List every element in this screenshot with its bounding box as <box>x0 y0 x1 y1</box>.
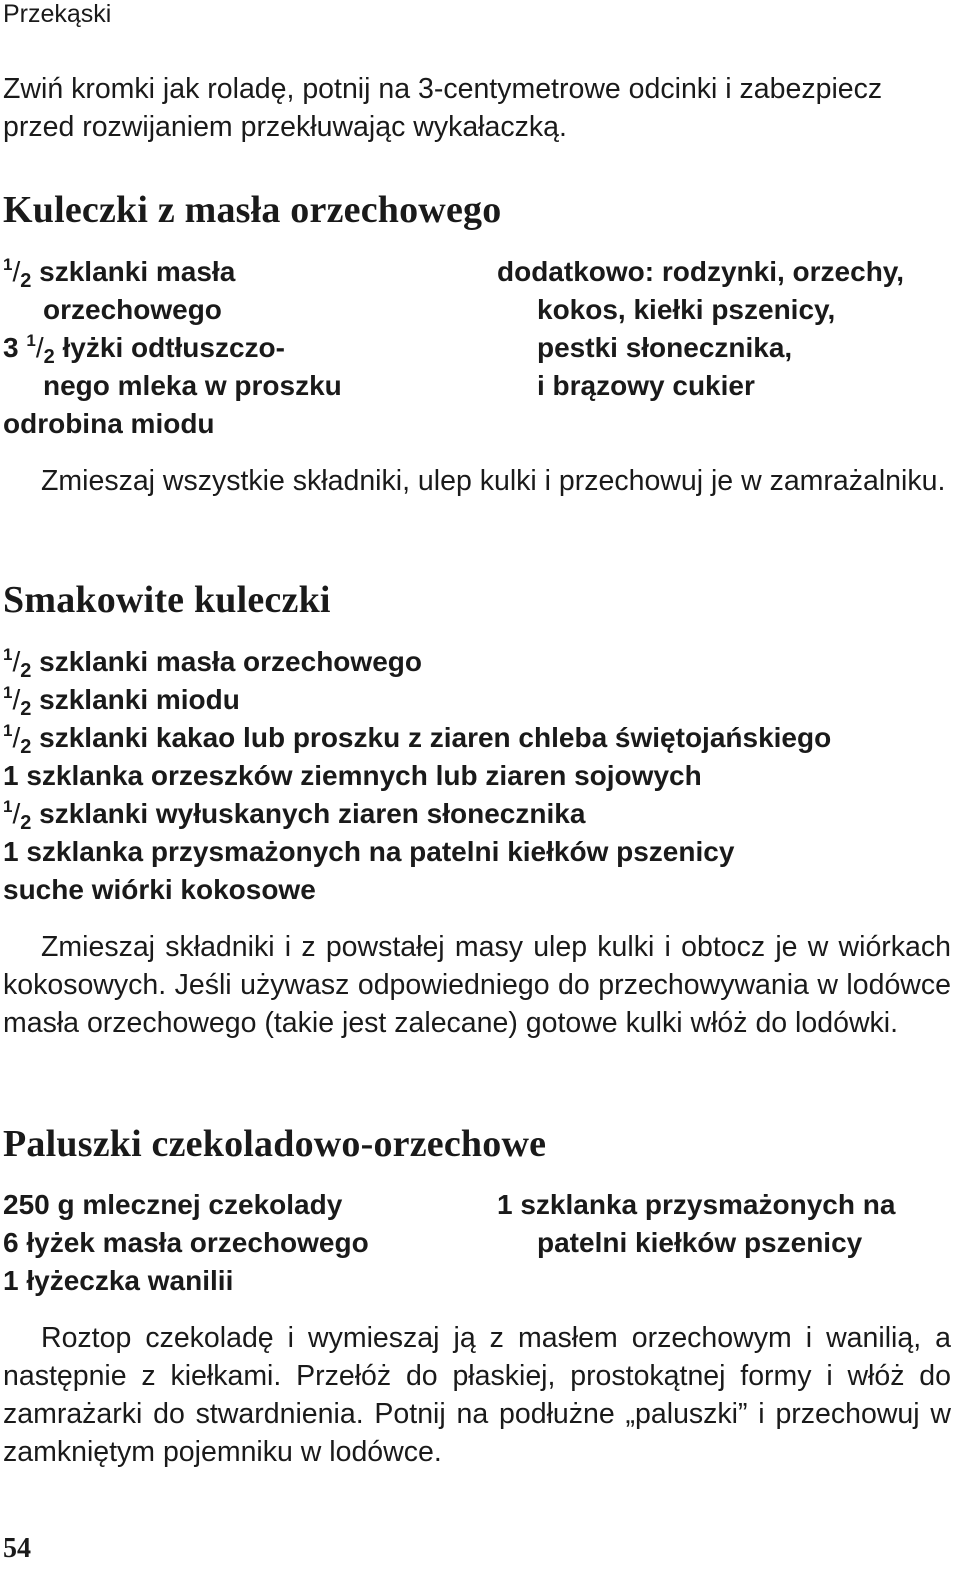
ingredient-line: $^1/_2$ szklanki masła orzechowego <box>3 645 422 682</box>
instructions-paragraph: Zmieszaj wszystkie składniki, ulep kulki i przechowuj je w zamrażalniku. <box>41 465 946 497</box>
ingredient-line: i brązowy cukier <box>537 370 755 401</box>
instructions-paragraph: Roztop czekoladę i wymieszaj ją z masłem orzechowym i wanilią, a następnie z kiełkami. Przełóż do płaskiej, prostokątnej formy i włóż do zamrażarki do stwardnienia. Potnij na podłużne „paluszki” i przechowuj w zamkniętym pojemniku w lodówce. <box>3 1322 951 1468</box>
ingredient-line: orzechowego <box>43 294 222 325</box>
ingredients-right <box>497 1186 957 1262</box>
ingredient-line: odrobina miodu <box>3 408 215 439</box>
ingredient-line: pestki słonecznika, <box>537 332 793 363</box>
ingredient-line: $^1/_2$ szklanki kakao lub proszku z ziaren chleba świętojańskiego <box>3 721 832 758</box>
recipe-title: Kuleczki z masła orzechowego <box>3 189 502 231</box>
instructions-paragraph: Zmieszaj składniki i z powstałej masy ulep kulki i obtocz je w wiórkach kokosowych. Jeśli używasz odpowiedniego do przechowywania w lodówce masła orzechowego (takie jest zalecane) gotowe kulki włóż do lodówki. <box>3 931 951 1039</box>
intro-line: Zwiń kromki jak roladę, potnij na 3-centymetrowe odcinki i zabezpiecz <box>3 73 883 105</box>
ingredients-left <box>3 1186 493 1300</box>
ingredients-left <box>3 253 493 443</box>
ingredient-line: 1 łyżeczka wanilii <box>3 1265 234 1296</box>
intro-paragraph <box>3 70 958 146</box>
recipe-title: Paluszki czekoladowo-orzechowe <box>3 1123 547 1165</box>
page-number: 54 <box>3 1533 31 1564</box>
ingredients-list <box>3 643 958 909</box>
ingredient-line: suche wiórki kokosowe <box>3 874 316 905</box>
intro-line: przed rozwijaniem przekłuwając wykałaczką. <box>3 111 567 143</box>
ingredient-line: nego mleka w proszku <box>43 370 342 401</box>
ingredient-line: 250 g mlecznej czekolady <box>3 1189 343 1220</box>
ingredient-line: 1 szklanka przysmażonych na <box>497 1189 896 1220</box>
ingredient-line: $^1/_2$ szklanki masła <box>3 255 236 292</box>
ingredient-line: kokos, kiełki pszenicy, <box>537 294 836 325</box>
recipe-title: Smakowite kuleczki <box>3 579 331 621</box>
ingredient-line: 3 $^1/_2$ łyżki odtłuszczo- <box>3 331 285 368</box>
ingredient-line: 1 szklanka przysmażonych na patelni kiełków pszenicy <box>3 836 735 867</box>
ingredient-line: dodatkowo: rodzynki, orzechy, <box>497 256 905 287</box>
ingredients-right <box>497 253 957 405</box>
ingredient-line: 1 szklanka orzeszków ziemnych lub ziaren sojowych <box>3 760 702 791</box>
ingredient-line: $^1/_2$ szklanki wyłuskanych ziaren słonecznika <box>3 797 586 834</box>
running-header: Przekąski <box>3 0 112 28</box>
ingredient-line: patelni kiełków pszenicy <box>537 1227 863 1258</box>
ingredient-line: $^1/_2$ szklanki miodu <box>3 683 240 720</box>
ingredient-line: 6 łyżek masła orzechowego <box>3 1227 369 1258</box>
